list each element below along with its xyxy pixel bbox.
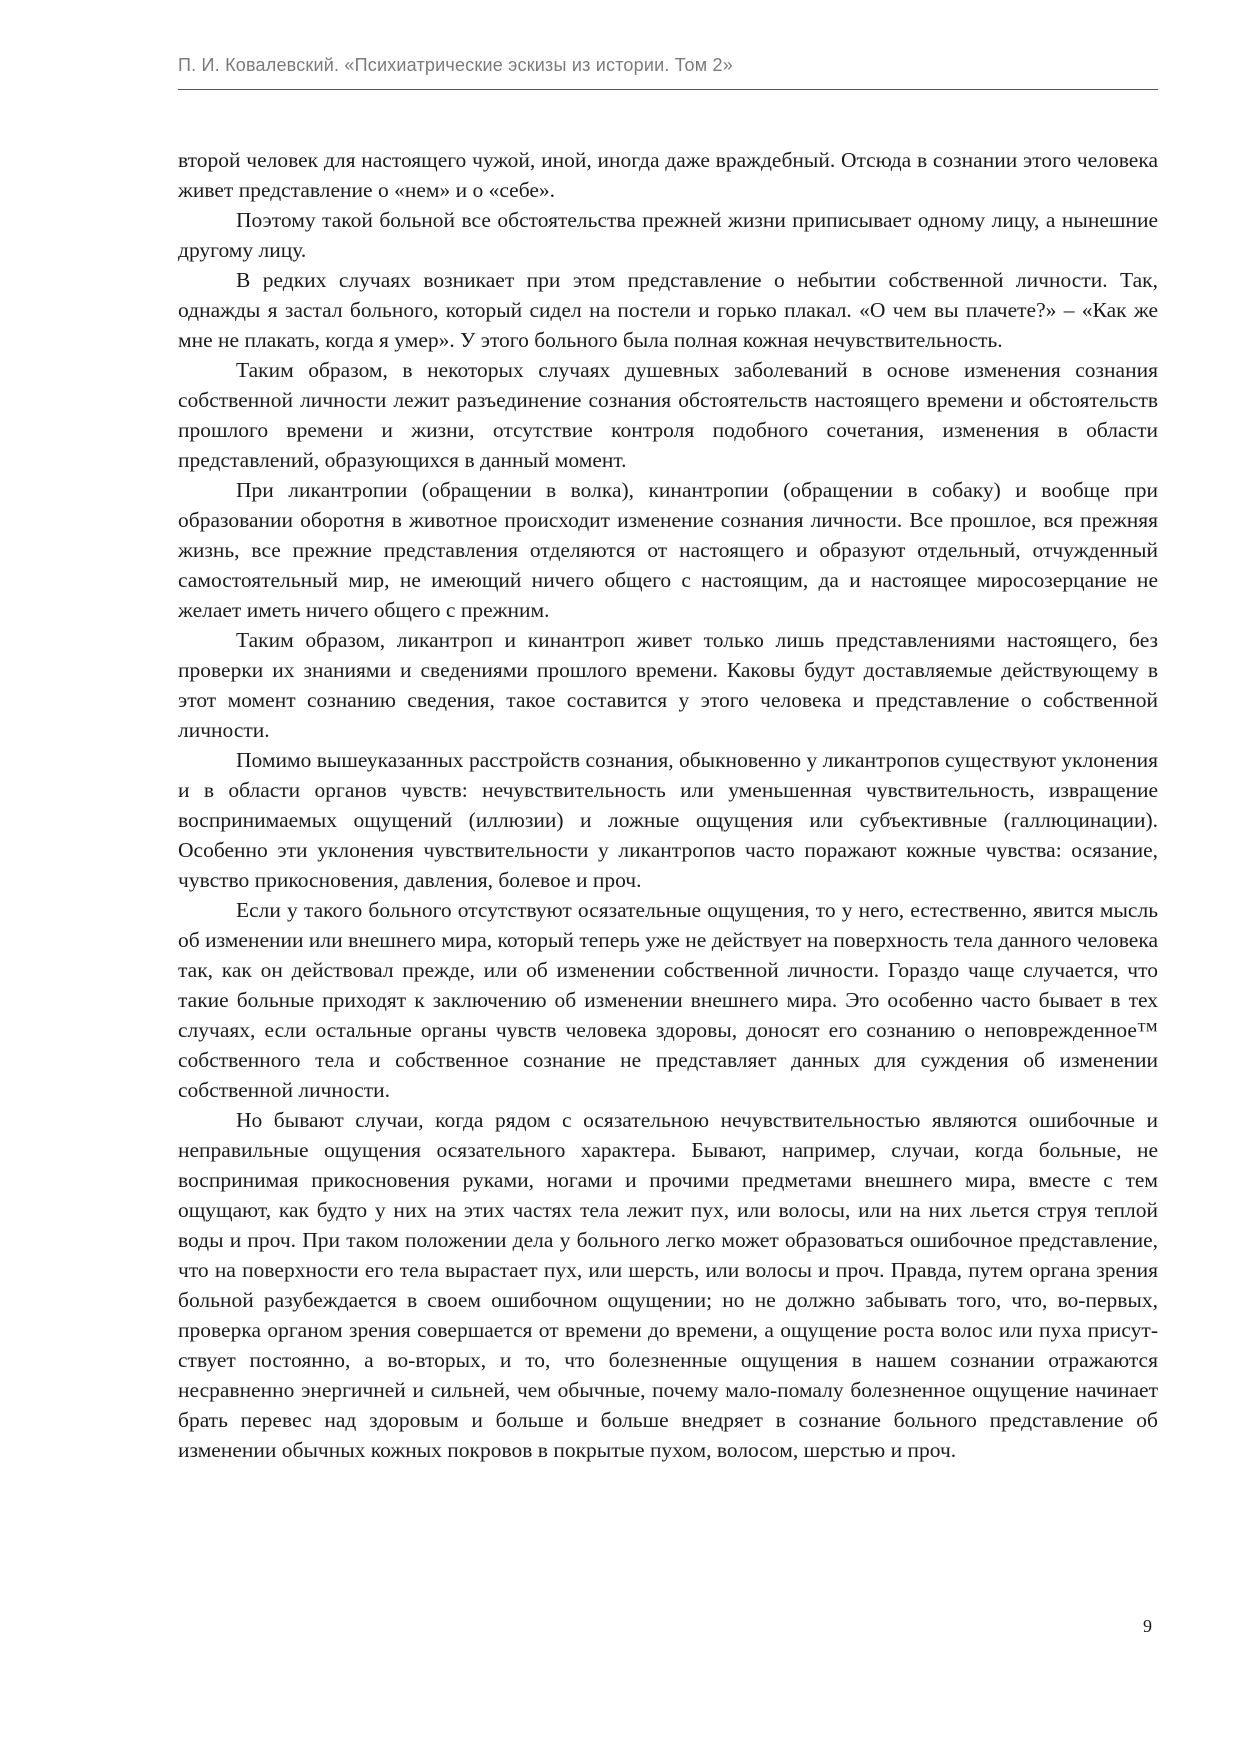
page-body [178, 145, 1158, 1465]
paragraph: Если у такого больного отсутствуют осязательные ощущения, то у него, естественно, явится мысль об изменении или внешнего мира, который теперь уже не действует на поверхность тела данного человека так, как он действовал прежде, или об изменении собственной личности. Гораздо чаще случается, что такие больные приходят к заключению об изменении внешнего мира. Это особенно часто бывает в тех случаях, если остальные органы чувств человека здоровы, доносят его сознанию о неповрежденное™ собственного тела и собственное сознание не представляет данных для суждения об изменении собственной личности. [178, 898, 1158, 1102]
page-number: 9 [1143, 1616, 1152, 1636]
paragraph: Поэтому такой больной все обстоятельства прежней жизни приписывает одному лицу, а нынешние другому лицу. [178, 208, 1158, 262]
paragraph: Помимо вышеуказанных расстройств сознания, обыкновенно у ликантропов существуют уклонения и в области органов чувств: нечувствительность или уменьшенная чувствительность, извращение воспринимаемых ощущений (иллюзии) и ложные ощущения или субъективные (галлюцинации). Особенно эти уклонения чувствительности у ликантропов часто поражают кожные чувства: осязание, чувство прикосновения, давления, болевое и проч. [178, 748, 1158, 892]
paragraph: Таким образом, ликантроп и кинантроп живет только лишь представлениями настоящего, без проверки их знаниями и сведениями прошлого времени. Каковы будут доставляемые действующему в этот момент сознанию сведения, такое составится у этого человека и представление о собственной личности. [178, 628, 1158, 742]
running-header [178, 55, 1158, 90]
paragraph-continuation: второй человек для настоящего чужой, иной, иногда даже враждебный. Отсюда в сознании этого человека живет представление о «нем» и о «себе». [178, 148, 1158, 202]
paragraph: В редких случаях возникает при этом представление о небытии собственной личности. Так, однажды я застал больного, который сидел на постели и горько плакал. «О чем вы плачете?» – «Как же мне не плакать, когда я умер». У этого больного была полная кожная нечувствительность. [178, 268, 1158, 352]
running-title: П. И. Ковалевский. «Психиатрические эскизы из истории. Том 2» [178, 55, 733, 75]
paragraph: При ликантропии (обращении в волка), кинантропии (обращении в собаку) и вообще при образовании оборотня в животное происходит изменение сознания личности. Все прошлое, вся прежняя жизнь, все прежние представления отделяются от настоящего и образуют отдельный, отчужденный самостоятельный мир, не имеющий ничего общего с настоящим, да и настоящее миросозерцание не желает иметь ничего общего с прежним. [178, 478, 1158, 622]
paragraph: Таким образом, в некоторых случаях душевных заболеваний в основе изменения сознания собственной личности лежит разъединение сознания обстоятельств настоящего времени и обстоятельств прошлого времени и жизни, отсутствие контроля подобного сочетания, изменения в области представлений, образующихся в данный момент. [178, 358, 1158, 472]
paragraph: Но бывают случаи, когда рядом с осязательною нечувствительностью являются ошибочные и неправильные ощущения осязательного характера. Бывают, например, случаи, когда больные, не воспринимая прикосновения руками, ногами и прочими предметами внешнего мира, вместе с тем ощущают, как будто у них на этих частях тела лежит пух, или волосы, или на них льется струя теплой воды и проч. При таком положении дела у больного легко может образоваться ошибочное представление, что на поверхности его тела вырастает пух, или шерсть, или волосы и проч. Правда, путем органа зрения больной разубеждается в своем ошибочном ощущении; но не должно забывать того, что, во-первых, проверка органом зрения совершается от времени до времени, а ощущение роста волос или пуха присутствует постоянно, а во-вторых, и то, что болезненные ощущения в нашем сознании отражаются несравненно энергичней и сильней, чем обычные, почему мало-помалу болезненное ощущение начинает брать перевес над здоровым и больше и больше внедряет в сознание больного представление об изменении обычных кожных покровов в покрытые пухом, волосом, шерстью и проч. [178, 1108, 1158, 1462]
